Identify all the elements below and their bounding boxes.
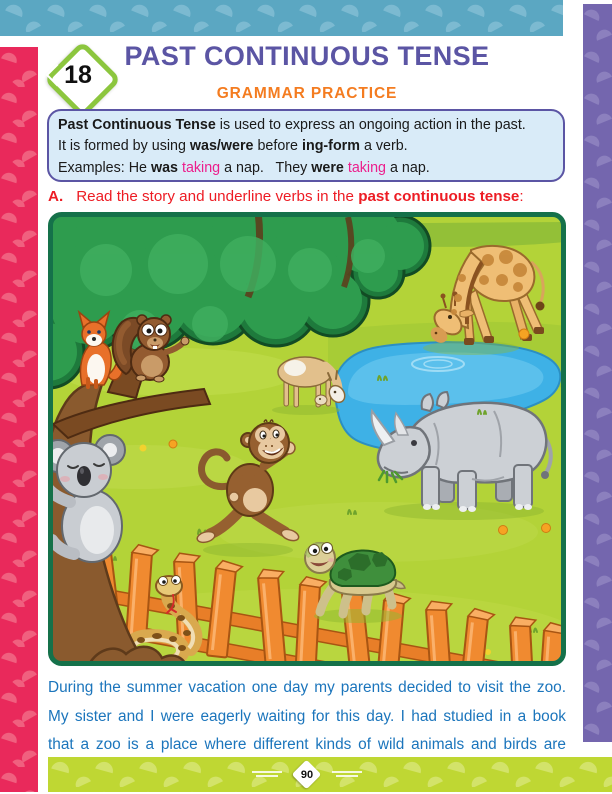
story-line: that a zoo is a place where different kinds of wild animals and birds are bbox=[48, 736, 566, 754]
right-border-strip bbox=[583, 4, 612, 742]
grammar-rule-box bbox=[47, 109, 565, 182]
page-number: 90 bbox=[300, 769, 314, 781]
rule-line: Examples: He was taking a nap. They were taking a nap. bbox=[58, 159, 430, 176]
story-line: During the summer vacation one day my parents decided to visit the zoo. bbox=[48, 679, 566, 696]
story-line: My sister and I were eagerly waiting for this day. I had studied in a book bbox=[48, 707, 566, 725]
page-title: PAST CONTINUOUS TENSE bbox=[124, 41, 490, 71]
story-paragraph bbox=[48, 674, 566, 760]
ornament-line-right bbox=[332, 771, 362, 773]
exercise-a-heading bbox=[48, 188, 566, 205]
exercise-instruction: Read the story and underline verbs in the past continuous tense: bbox=[76, 188, 524, 205]
page-subtitle: GRAMMAR PRACTICE bbox=[216, 85, 398, 102]
left-border-strip bbox=[0, 47, 38, 792]
page-number-badge bbox=[288, 756, 326, 794]
rule-line: Past Continuous Tense is used to express an ongoing action in the past. bbox=[58, 117, 526, 133]
ornament-line-left-2 bbox=[256, 775, 278, 777]
exercise-label: A. bbox=[48, 188, 64, 205]
ornament-line-right-2 bbox=[336, 775, 358, 777]
lesson-number: 18 bbox=[64, 60, 92, 89]
bottom-border-strip bbox=[48, 757, 612, 792]
top-border-strip bbox=[0, 0, 563, 36]
rule-line: It is formed by using was/were before ing-form a verb. bbox=[58, 138, 408, 155]
zoo-scene-illustration bbox=[48, 212, 566, 666]
ornament-line-left bbox=[252, 771, 282, 773]
